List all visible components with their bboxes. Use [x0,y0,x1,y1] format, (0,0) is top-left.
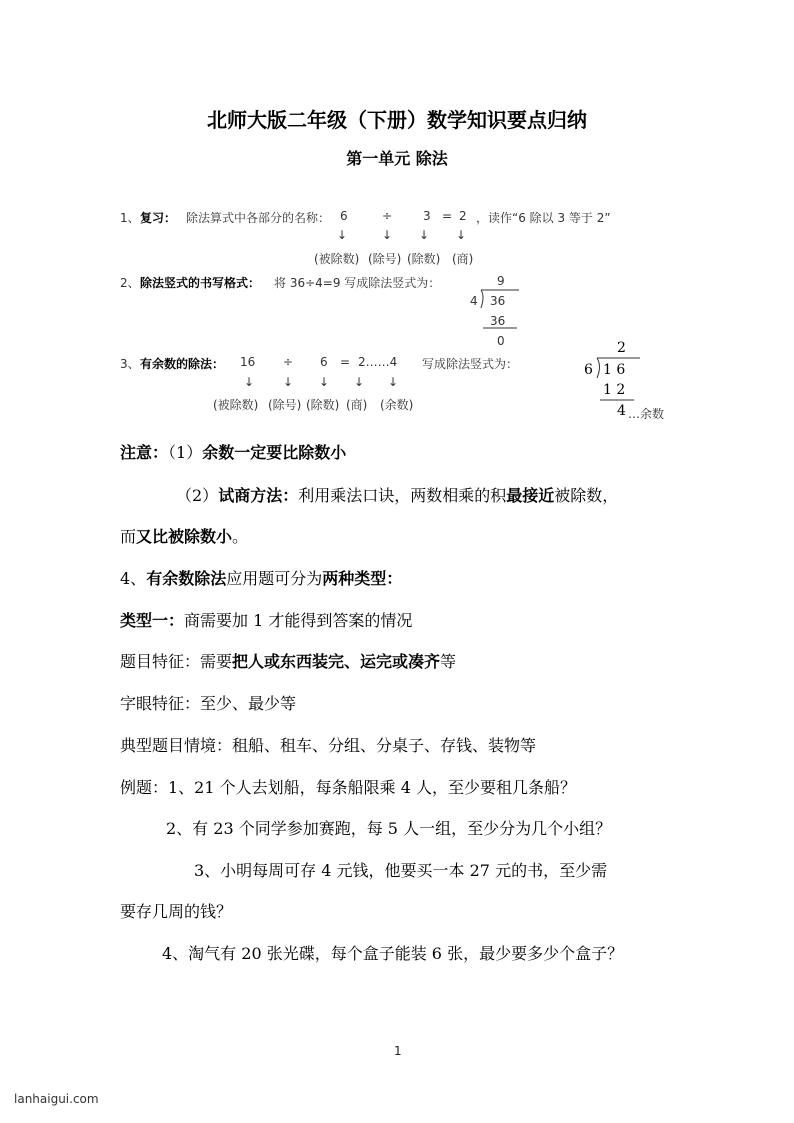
s4-number: 4、 [120,569,147,588]
ld2-quotient: 2 [617,340,626,356]
fig-eq-dividend: 6 [340,209,348,223]
example-4: 4、淘气有 20 张光碟，每个盒子能装 6 张，最少要多少个盒子？ [162,944,624,963]
arrow-icon: ↓ [388,375,399,389]
note3-text: 而 [120,527,137,546]
scenario-line: 典型题目情境：租船、租车、分组、分桌子、存钱、装物等 [120,736,537,755]
fig-row1-text: 除法算式中各部分的名称： [186,211,331,225]
type1-text: 商需要加 1 才能得到答案的情况 [184,611,413,630]
fig-eq2-dividend: 16 [240,355,256,369]
feature-bold: 把人或东西装完、运完或凑齐 [232,652,441,671]
ld1-quotient: 9 [497,274,505,288]
s4-text: 应用题可分为 [226,569,323,588]
fig-row3-text: 写成除法竖式为： [422,357,519,371]
unit-label: 第一单元 [346,149,416,168]
note2-bold: 试商方法： [218,486,299,505]
keyword-line: 字眼特征：至少、最少等 [120,694,297,713]
fig-row3-bold: 有余数的除法： [140,357,225,371]
example-3a: 3、小明每周可存 4 元钱，他要买一本 27 元的书，至少需 [194,861,608,880]
arrow-icon: ↓ [382,228,393,242]
arrow-icon: ↓ [244,375,255,389]
type1-bold: 类型一： [120,611,185,630]
fig-row2-bold: 除法竖式的书写格式： [140,276,261,290]
ld1-divisor: 4 [470,294,478,308]
ld2-bracket [590,356,650,406]
fig2-label-quotient: (商) [346,398,368,412]
fig-eq2-equals: = [340,355,351,369]
arrow-icon: ↓ [319,375,330,389]
arrow-icon: ↓ [456,228,467,242]
feature-line [120,649,456,672]
note2-text: 利用乘法口诀，两数相乘的积 [298,486,507,505]
s4-bold-2: 两种类型： [322,569,403,588]
ld2-remainder: 4 [617,403,626,419]
ld2-dividend: 1 6 [603,362,626,378]
fig-eq2-divisor: 6 [320,355,328,369]
example-2: 2、有 23 个同学参加赛跑，每 5 人一组，至少分为几个小组？ [166,819,612,838]
fig-row1-number: 1、 [120,211,140,225]
fig-row1-read: ，读作“6 除以 3 等于 2” [476,211,611,225]
type1-line [120,608,412,631]
example-3b: 要存几周的钱？ [120,902,233,921]
watermark: lanhaigui.com [14,1092,99,1106]
fig-eq-equals: = [442,209,453,223]
fig-eq-divisor: 3 [423,209,431,223]
ld2-remainder-note: …余数 [628,407,665,421]
unit-name: 除法 [415,149,448,168]
page-title: 北师大版二年级（下册）数学知识要点归纳 [207,108,587,132]
fig-label-divisor: (除数) [407,252,441,266]
fig2-label-dividend: (被除数) [213,398,259,412]
fig2-label-sign: (除号) [268,398,302,412]
ld1-dividend: 36 [490,294,506,308]
ld1-remainder: 0 [497,334,505,348]
fig2-label-divisor: (除数) [306,398,340,412]
note-item-number: （1） [168,443,203,462]
fig-row1-bold: 复习： [140,211,177,225]
ld1-product: 36 [490,314,506,328]
fig-row2-text: 将 36÷4=9 写成除法竖式为： [274,276,441,290]
fig-eq2-divide: ÷ [283,355,294,369]
arrow-icon: ↓ [283,375,294,389]
ld2-product: 1 2 [603,382,626,398]
note-bold: 注意： [120,443,169,462]
example-1: 例题：1、21 个人去划船，每条船限乘 4 人，至少要租几条船？ [120,778,576,797]
section-4-line [120,566,402,589]
note-line-1 [120,440,346,463]
note3-end: 。 [232,527,249,546]
feature-end: 等 [440,652,457,671]
ld2-divisor: 6 [584,362,593,378]
note-line-2 [176,483,618,506]
fig-eq-quotient: 2 [459,209,467,223]
arrow-icon: ↓ [419,228,430,242]
fig-row2-number: 2、 [120,276,140,290]
feature-text: 题目特征：需要 [120,652,233,671]
arrow-icon: ↓ [354,375,365,389]
fig-label-sign: (除号) [368,252,402,266]
fig2-label-remainder: (余数) [380,398,414,412]
page-number: 1 [394,1044,402,1058]
fig-label-dividend: (被除数) [314,252,360,266]
fig-eq-divide: ÷ [382,209,393,223]
s4-bold: 有余数除法 [146,569,227,588]
arrow-icon: ↓ [337,228,348,242]
note2-text-2: 被除数， [554,486,619,505]
note-line-3 [120,524,248,547]
note-rule: 余数一定要比除数小 [202,443,347,462]
note2-bold-2: 最接近 [506,486,555,505]
ld1-bracket [475,286,525,330]
fig-row3-number: 3、 [120,357,140,371]
note2-number: （2） [176,486,219,505]
unit-heading [0,146,794,169]
fig-eq2-result: 2……4 [358,355,398,369]
note3-bold: 又比被除数小 [136,527,233,546]
fig-label-quotient: (商) [452,252,474,266]
